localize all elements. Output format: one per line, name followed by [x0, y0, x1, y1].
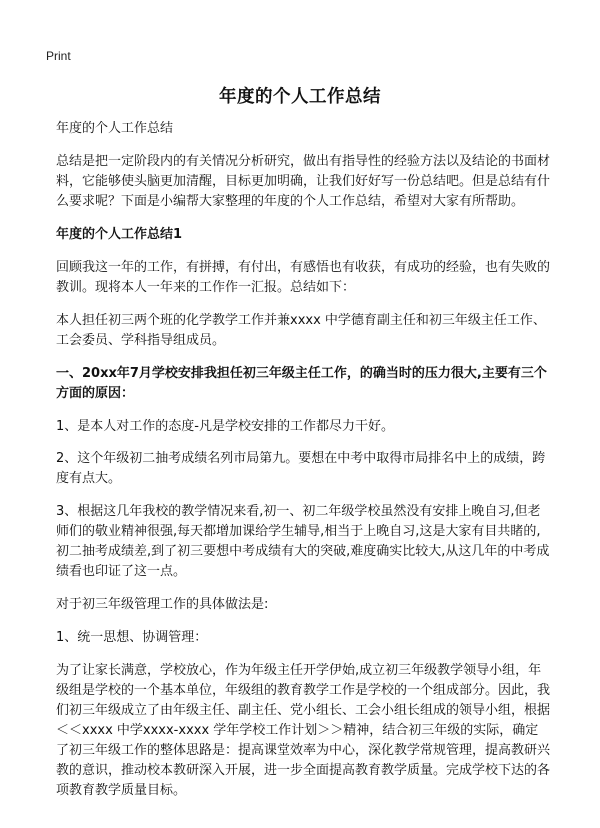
reason-item-3: 3、根据这几年我校的教学情况来看,初一、初二年级学校虽然没有安排上晚自习,但老师们的敬业精神很强,每天都增加课给学生辅导,相当于上晚自习,这是大家有目共睹的,初二抽考成绩差,到了初三要想中考成绩有大的突破,难度确实比较大,从这几年的中考成绩看也印证了这一点。: [56, 504, 550, 579]
approach-intro: 对于初三年级管理工作的具体做法是:: [56, 597, 269, 612]
reason-item-1: 1、是本人对工作的态度-凡是学校安排的工作都尽力干好。: [56, 419, 394, 434]
print-link[interactable]: Print: [46, 49, 71, 63]
section-heading: 年度的个人工作总结1: [56, 227, 183, 242]
approach-heading: 1、统一思想、协调管理：: [56, 630, 208, 645]
roles-paragraph: 本人担任初三两个班的化学教学工作并兼xxxx 中学德育副主任和初三年级主任工作、工会委员、学科指导组成员。: [56, 313, 546, 348]
document-subtitle: 年度的个人工作总结: [56, 121, 174, 136]
review-paragraph: 回顾我这一年的工作，有拼搏，有付出，有感悟也有收获，有成功的经验，也有失败的教训。现将本人一年来的工作作一汇报。总结如下：: [56, 260, 551, 295]
reason-item-2: 2、这个年级初二抽考成绩名列市局第九。要想在中考中取得市局排名中上的成绩，跨度有点大。: [56, 451, 546, 486]
document-body: [56, 119, 550, 814]
approach-paragraph: 为了让家长满意，学校放心，作为年级主任开学伊始,成立初三年级教学领导小组，年级组是学校的一个基本单位，年级组的教育教学工作是学校的一个组成部分。因此，我们初三年级成立了由年级主任、副主任、党小组长、工会小组长组成的领导小组，根据＜＜xxxx 中学xxxx-xxxx 学年学校工作计划＞＞精神，结合初三年级的实际，确定了初三年级工作的整体思路是：提高课堂效率为中心，深化教学常规管理，提高教研兴教的意识，推动校本教研深入开展，进一步全面提高教育教学质量。完成学校下达的各项教育教学质量目标。: [56, 663, 551, 798]
document-title: 年度的个人工作总结: [219, 87, 381, 107]
point-heading: 一、20xx年7月学校安排我担任初三年级主任工作，的确当时的压力很大,主要有三个方面的原因：: [56, 366, 547, 401]
intro-paragraph: 总结是把一定阶段内的有关情况分析研究，做出有指导性的经验方法以及结论的书面材料，它能够使头脑更加清醒，目标更加明确，让我们好好写一份总结吧。但是总结有什么要求呢？下面是小编帮大家整理的年度的个人工作总结，希望对大家有所帮助。: [56, 154, 551, 209]
